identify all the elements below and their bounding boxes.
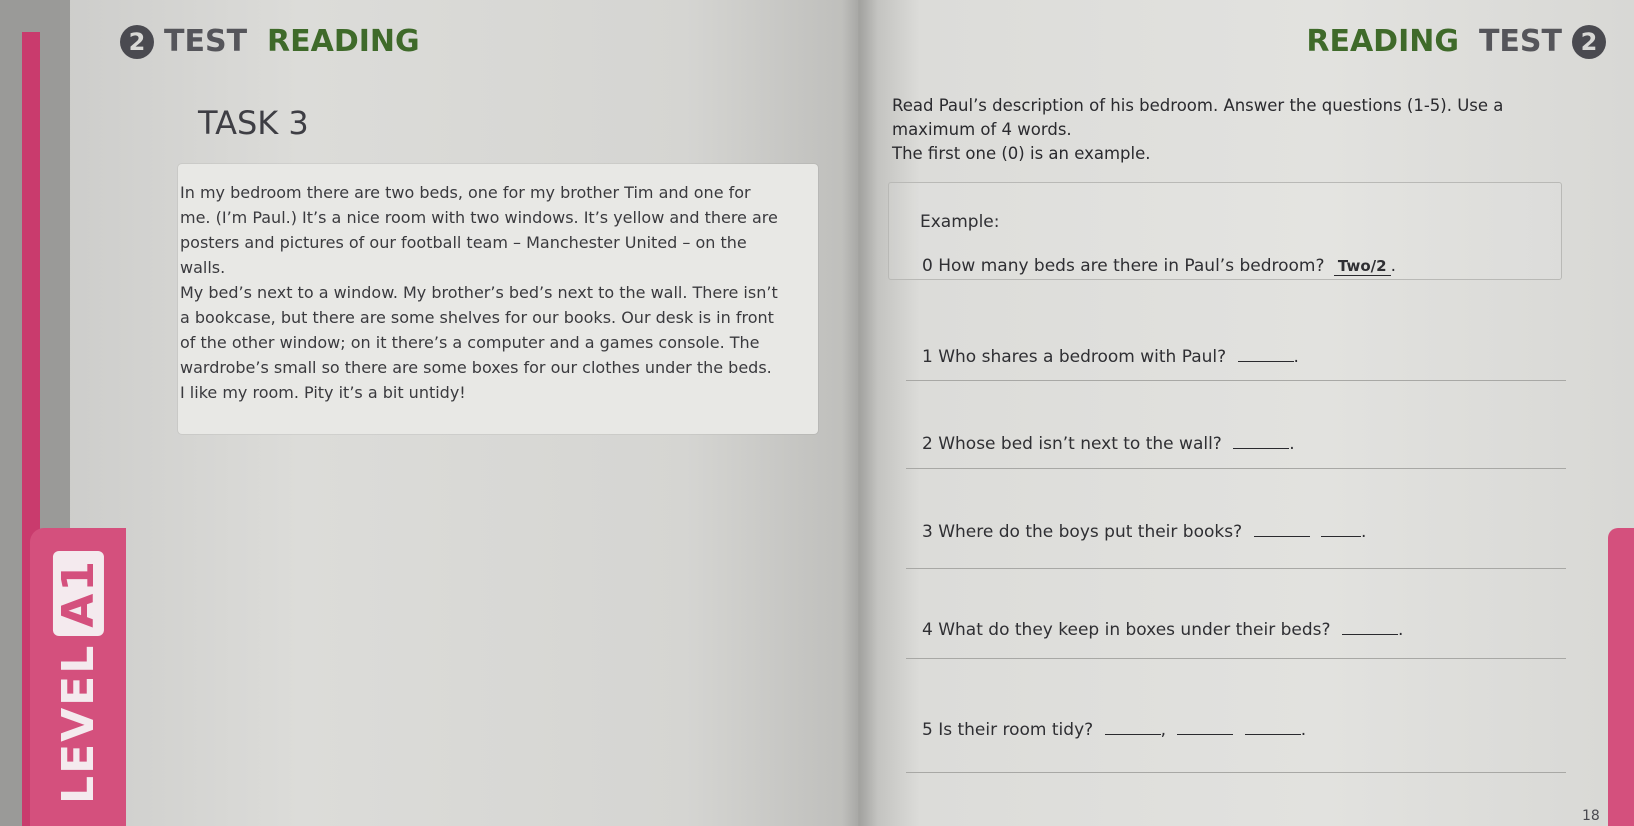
test-number-badge-right: 2 <box>1572 25 1606 59</box>
page-number: 18 <box>1582 808 1600 824</box>
answer-line-1[interactable] <box>906 380 1566 381</box>
question-5: 5 Is their room tidy? , . <box>922 720 1307 740</box>
reading-label-right: READING <box>1306 24 1459 59</box>
test-number-badge: 2 <box>120 25 154 59</box>
level-text: LEVEL <box>52 643 104 804</box>
answer-blank[interactable] <box>1254 520 1310 537</box>
question-5-text: 5 Is their room tidy? <box>922 720 1094 740</box>
answer-line-4[interactable] <box>906 658 1566 659</box>
test-label: TEST <box>164 24 248 59</box>
question-3-text: 3 Where do the boys put their books? <box>922 522 1243 542</box>
answer-line-2[interactable] <box>906 468 1566 469</box>
instruction-line-2: maximum of 4 words. <box>892 120 1072 139</box>
level-label <box>53 551 104 804</box>
question-3: 3 Where do the boys put their books? . <box>922 522 1367 542</box>
right-page-header <box>1296 24 1606 59</box>
answer-blank[interactable] <box>1238 345 1294 362</box>
answer-line-5[interactable] <box>906 772 1566 773</box>
question-2-text: 2 Whose bed isn’t next to the wall? <box>922 434 1222 454</box>
test-label-right: TEST <box>1478 24 1562 59</box>
question-2: 2 Whose bed isn’t next to the wall? . <box>922 434 1295 454</box>
passage-paragraph-2: My bed’s next to a window. My brother’s bed’s next to the wall. There isn’t a bookcase, but there are some shelves for our books. Our desk is in front of the other window; on it there’s a computer and a games console. The wardrobe’s small so there are some boxes for our clothes under the beds. I like my room. Pity it’s a bit untidy! <box>180 283 778 402</box>
left-page-header <box>120 24 430 59</box>
level-tab <box>30 528 126 826</box>
answer-blank[interactable] <box>1342 618 1398 635</box>
book-spine <box>842 0 878 826</box>
right-edge-tab <box>1608 528 1634 826</box>
answer-blank[interactable] <box>1177 718 1233 735</box>
example-label: Example: <box>920 212 1000 232</box>
answer-blank[interactable] <box>1105 718 1161 735</box>
task-instructions <box>892 94 1532 166</box>
instruction-line-3: The first one (0) is an example. <box>892 144 1151 163</box>
question-4: 4 What do they keep in boxes under their beds? . <box>922 620 1404 640</box>
example-answer: Two/2 <box>1334 257 1391 276</box>
reading-passage <box>180 180 780 405</box>
level-badge: A1 <box>53 551 104 636</box>
question-4-text: 4 What do they keep in boxes under their beds? <box>922 620 1331 640</box>
answer-blank[interactable] <box>1321 520 1361 537</box>
answer-blank[interactable] <box>1233 432 1289 449</box>
task-title: TASK 3 <box>198 104 309 142</box>
example-question-text: 0 How many beds are there in Paul’s bedroom? <box>922 256 1325 276</box>
reading-label: READING <box>267 24 420 59</box>
instruction-line-1: Read Paul’s description of his bedroom. Answer the questions (1-5). Use a <box>892 96 1504 115</box>
question-1-text: 1 Who shares a bedroom with Paul? <box>922 347 1227 367</box>
question-1: 1 Who shares a bedroom with Paul? . <box>922 347 1299 367</box>
example-question: 0 How many beds are there in Paul’s bedroom? Two/2 . <box>922 256 1396 276</box>
answer-line-3[interactable] <box>906 568 1566 569</box>
answer-blank[interactable] <box>1245 718 1301 735</box>
passage-paragraph-1: In my bedroom there are two beds, one for my brother Tim and one for me. (I’m Paul.) It’s a nice room with two windows. It’s yellow and there are posters and pictures of our football team – Manchester United – on the walls. <box>180 183 778 277</box>
